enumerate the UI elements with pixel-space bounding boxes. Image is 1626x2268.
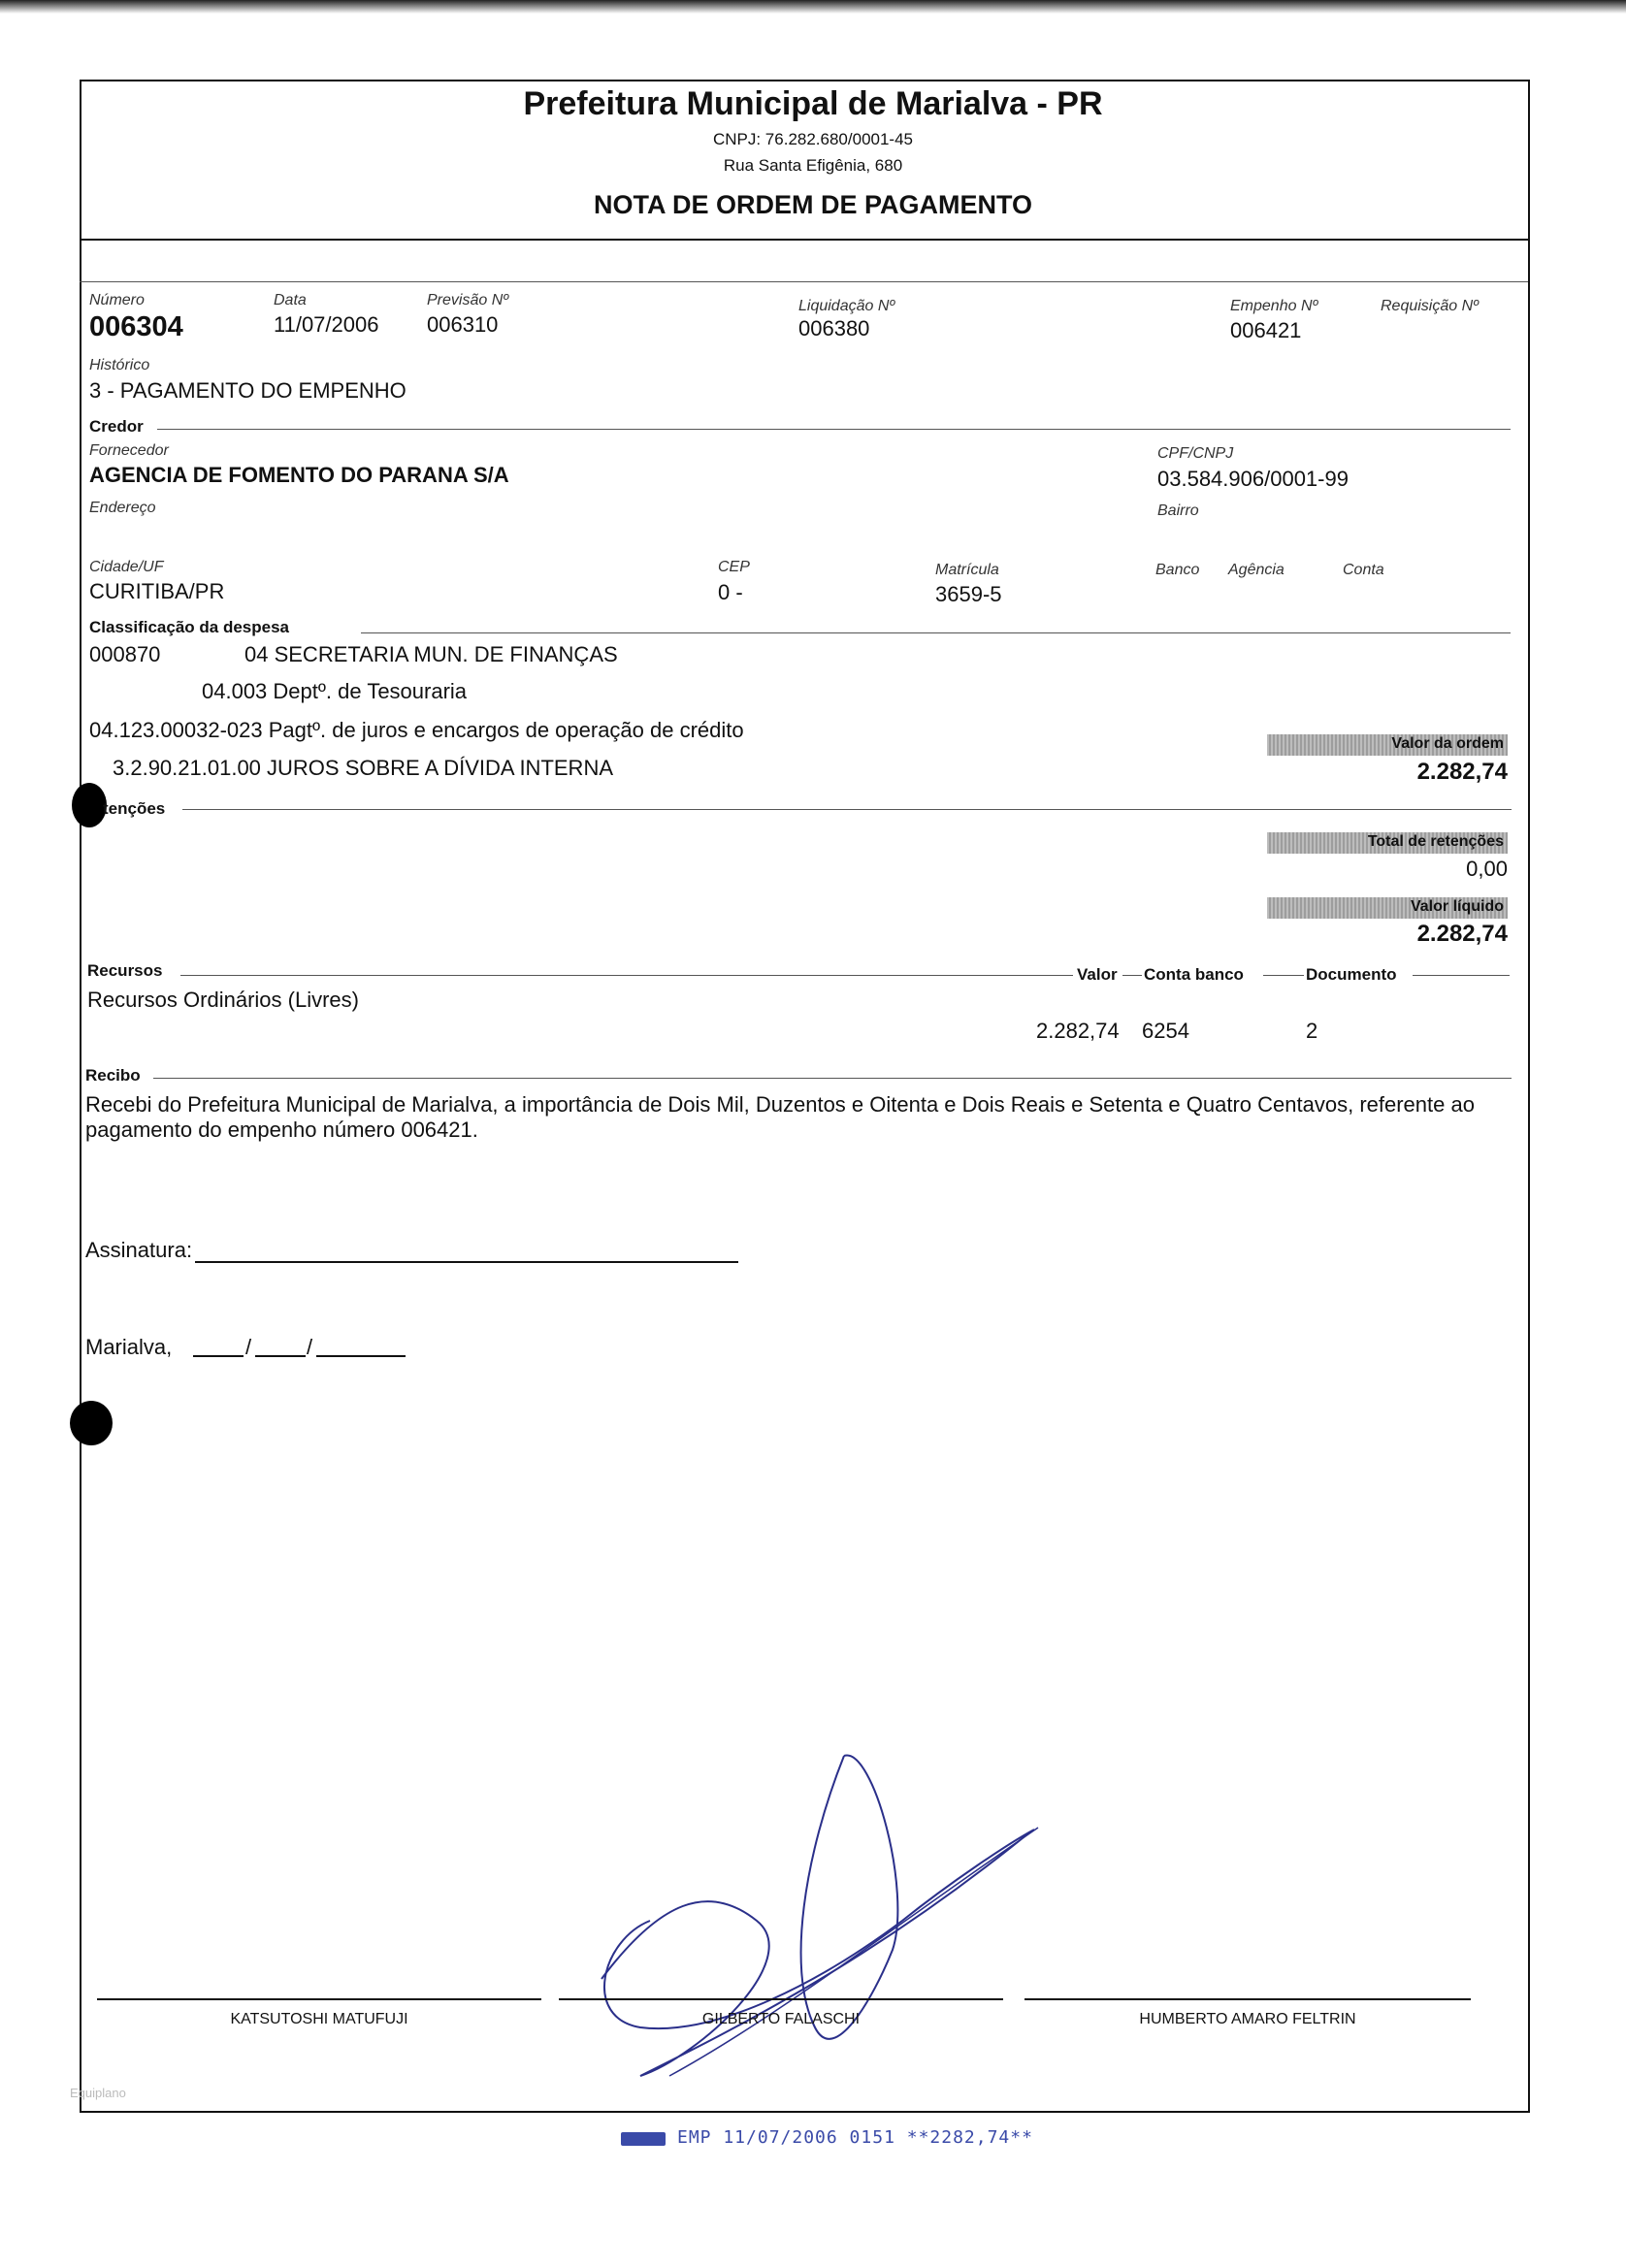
stamp-mark — [621, 2132, 666, 2146]
classificacao-section: Classificação da despesa — [89, 618, 290, 636]
header-address: Rua Santa Efigênia, 680 — [723, 156, 903, 175]
divider — [157, 429, 1511, 430]
valor-liquido-label: Valor líquido — [1410, 898, 1504, 915]
previsao-value: 006310 — [427, 312, 499, 337]
recibo-text: Recebi do Prefeitura Municipal de Marialva, a importância de Dois Mil, Duzentos e Oitenta e Dois Reais e Setenta e Quatro Centavos, referente ao pagamento do empenho número 006421. — [85, 1092, 1475, 1142]
punch-hole — [70, 1401, 113, 1445]
date-separator: / — [307, 1335, 313, 1359]
historico-value: 3 - PAGAMENTO DO EMPENHO — [89, 378, 406, 403]
bairro-label: Bairro — [1157, 502, 1199, 519]
recibo-section: Recibo — [85, 1066, 141, 1085]
historico-label: Histórico — [89, 357, 150, 373]
signature-line-1 — [97, 1998, 541, 2000]
header-cnpj: CNPJ: 76.282.680/0001-45 — [712, 130, 914, 148]
date-day-line[interactable] — [193, 1355, 244, 1357]
scan-top-shadow — [0, 0, 1626, 14]
agencia-label: Agência — [1228, 562, 1285, 578]
divider — [153, 1078, 1512, 1079]
date-month-line[interactable] — [255, 1355, 306, 1357]
header-divider — [80, 239, 1528, 241]
total-retencoes-value: 0,00 — [1466, 857, 1508, 881]
empenho-value: 006421 — [1230, 318, 1302, 342]
divider — [1263, 975, 1304, 976]
payment-stamp: EMP 11/07/2006 0151 **2282,74** — [677, 2127, 1033, 2148]
document-title: NOTA DE ORDEM DE PAGAMENTO — [593, 190, 1032, 219]
punch-hole — [72, 783, 107, 827]
recursos-descricao: Recursos Ordinários (Livres) — [87, 988, 359, 1012]
total-retencoes-label: Total de retenções — [1367, 833, 1504, 850]
banco-label: Banco — [1155, 562, 1200, 578]
signatory-2: GILBERTO FALASCHI — [701, 2011, 861, 2027]
liquidacao-label: Liquidação Nº — [798, 298, 895, 314]
software-watermark: Equiplano — [70, 2086, 126, 2100]
page-title: Prefeitura Municipal de Marialva - PR — [523, 85, 1103, 122]
requisicao-label: Requisição Nº — [1381, 298, 1479, 314]
recursos-valor: 2.282,74 — [1036, 1019, 1120, 1043]
recursos-valor-label: Valor — [1077, 965, 1118, 984]
divider — [1413, 975, 1510, 976]
fornecedor-label: Fornecedor — [89, 442, 169, 459]
empenho-label: Empenho Nº — [1230, 298, 1318, 314]
divider — [80, 281, 1528, 282]
date-year-line[interactable] — [316, 1355, 406, 1357]
matricula-value: 3659-5 — [935, 582, 1002, 606]
handwritten-signature — [582, 1736, 1067, 2095]
classificacao-line4: 3.2.90.21.01.00 JUROS SOBRE A DÍVIDA INTERNA — [113, 756, 614, 780]
valor-ordem-bar — [1267, 734, 1508, 756]
recursos-conta-label: Conta banco — [1144, 965, 1244, 984]
recursos-section: Recursos — [87, 961, 163, 980]
date-separator: / — [245, 1335, 252, 1359]
endereco-label: Endereço — [89, 500, 156, 516]
valor-ordem-label: Valor da ordem — [1391, 735, 1504, 752]
previsao-label: Previsão Nº — [427, 292, 509, 308]
divider — [361, 632, 1511, 633]
divider — [182, 809, 1512, 810]
cep-value: 0 - — [718, 580, 743, 604]
valor-liquido-value: 2.282,74 — [1416, 921, 1508, 947]
numero-value: 006304 — [89, 311, 183, 342]
data-label: Data — [274, 292, 307, 308]
assinatura-label: Assinatura: — [85, 1238, 193, 1262]
retencoes-section: tenções — [103, 799, 166, 818]
divider — [1122, 975, 1142, 976]
classificacao-line1: 04 SECRETARIA MUN. DE FINANÇAS — [244, 642, 618, 666]
valor-ordem-value: 2.282,74 — [1416, 759, 1508, 785]
signatory-3: HUMBERTO AMARO FELTRIN — [1139, 2011, 1356, 2027]
cidade-label: Cidade/UF — [89, 559, 164, 575]
total-retencoes-bar — [1267, 832, 1508, 854]
credor-section: Credor — [89, 417, 144, 436]
classificacao-line3: 04.123.00032-023 Pagtº. de juros e encargos de operação de crédito — [89, 718, 744, 742]
data-value: 11/07/2006 — [274, 312, 379, 337]
liquidacao-value: 006380 — [798, 316, 870, 340]
recursos-documento-label: Documento — [1306, 965, 1397, 984]
recursos-conta: 6254 — [1142, 1019, 1189, 1043]
classificacao-line2: 04.003 Deptº. de Tesouraria — [202, 679, 468, 703]
signature-line-2 — [559, 1998, 1003, 2000]
recursos-documento: 2 — [1306, 1019, 1318, 1043]
cep-label: CEP — [718, 559, 750, 575]
conta-label: Conta — [1343, 562, 1384, 578]
local-label: Marialva, — [85, 1335, 173, 1359]
cnpj-label: CPF/CNPJ — [1157, 445, 1234, 462]
numero-label: Número — [89, 292, 145, 308]
cidade-value: CURITIBA/PR — [89, 579, 225, 603]
matricula-label: Matrícula — [935, 562, 999, 578]
classificacao-code: 000870 — [89, 642, 161, 666]
signatory-1: KATSUTOSHI MATUFUJI — [230, 2011, 408, 2027]
divider — [180, 975, 1073, 976]
signature-line-3 — [1024, 1998, 1471, 2000]
fornecedor-value: AGENCIA DE FOMENTO DO PARANA S/A — [89, 463, 509, 487]
valor-liquido-bar — [1267, 897, 1508, 919]
cnpj-value: 03.584.906/0001-99 — [1157, 467, 1349, 491]
assinatura-line[interactable] — [195, 1261, 738, 1263]
